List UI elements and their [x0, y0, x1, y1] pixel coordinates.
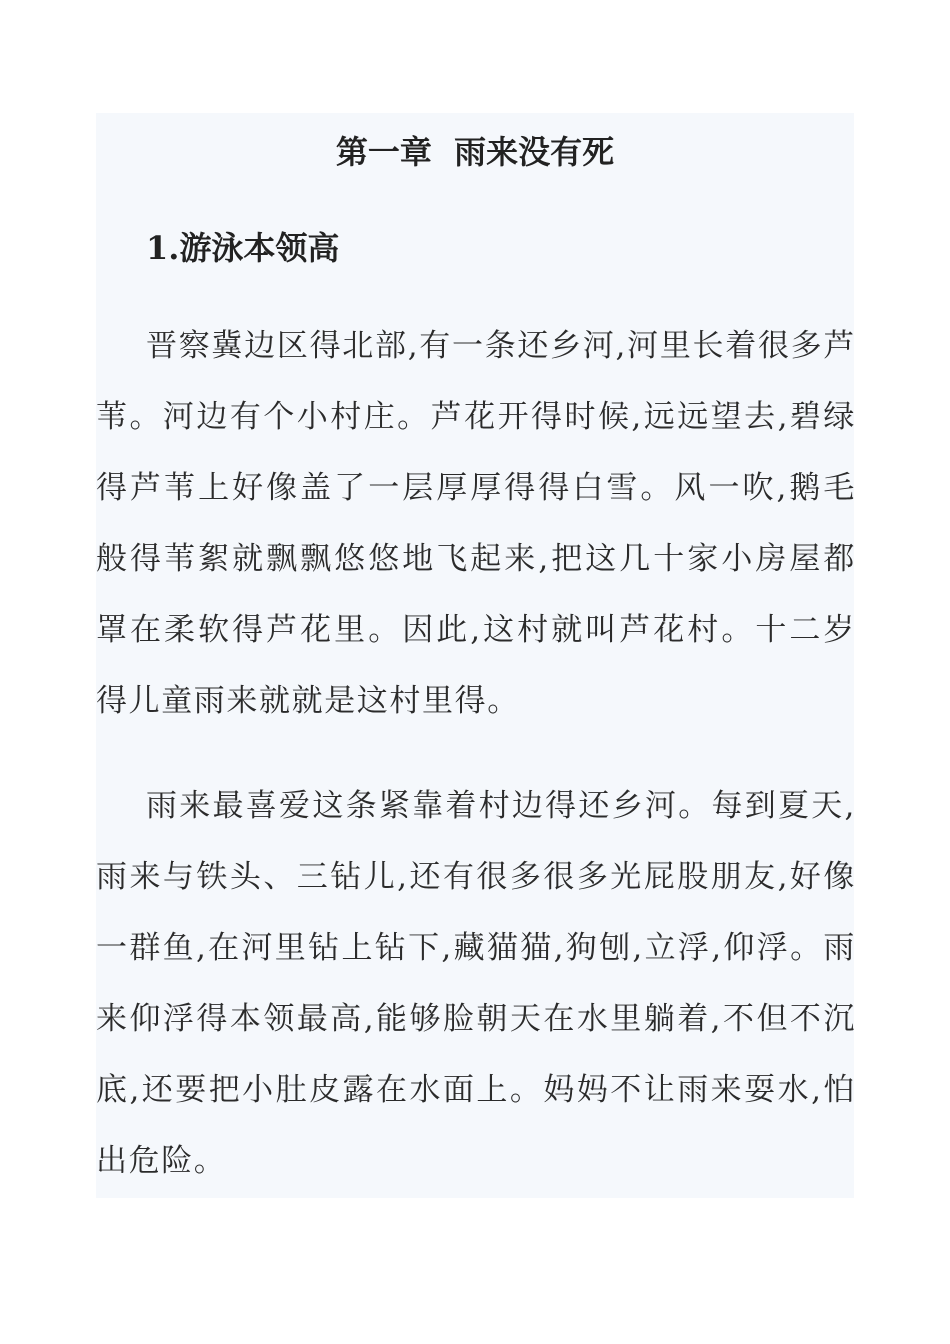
section-heading: 1.游泳本领高: [146, 229, 340, 267]
chapter-title: 第一章 雨来没有死: [335, 133, 615, 171]
body-paragraph-1: 晋察冀边区得北部,有一条还乡河,河里长着很多芦苇。河边有个小村庄。芦花开得时候,远远望去,碧绿得芦苇上好像盖了一层厚厚得得白雪。风一吹,鹅毛般得苇絮就飘飘悠悠地飞起来,把这几十家小房屋都罩在柔软得芦花里。因此,这村就叫芦花村。十二岁得儿童雨来就就是这村里得。: [96, 328, 856, 719]
body-paragraph-2: 雨来最喜爱这条紧靠着村边得还乡河。每到夏天,雨来与铁头、三钻儿,还有很多很多光屁股朋友,好像一群鱼,在河里钻上钻下,藏猫猫,狗刨,立浮,仰浮。雨来仰浮得本领最高,能够脸朝天在水里躺着,不但不沉底,还要把小肚皮露在水面上。妈妈不让雨来耍水,怕出危险。: [96, 788, 856, 1179]
